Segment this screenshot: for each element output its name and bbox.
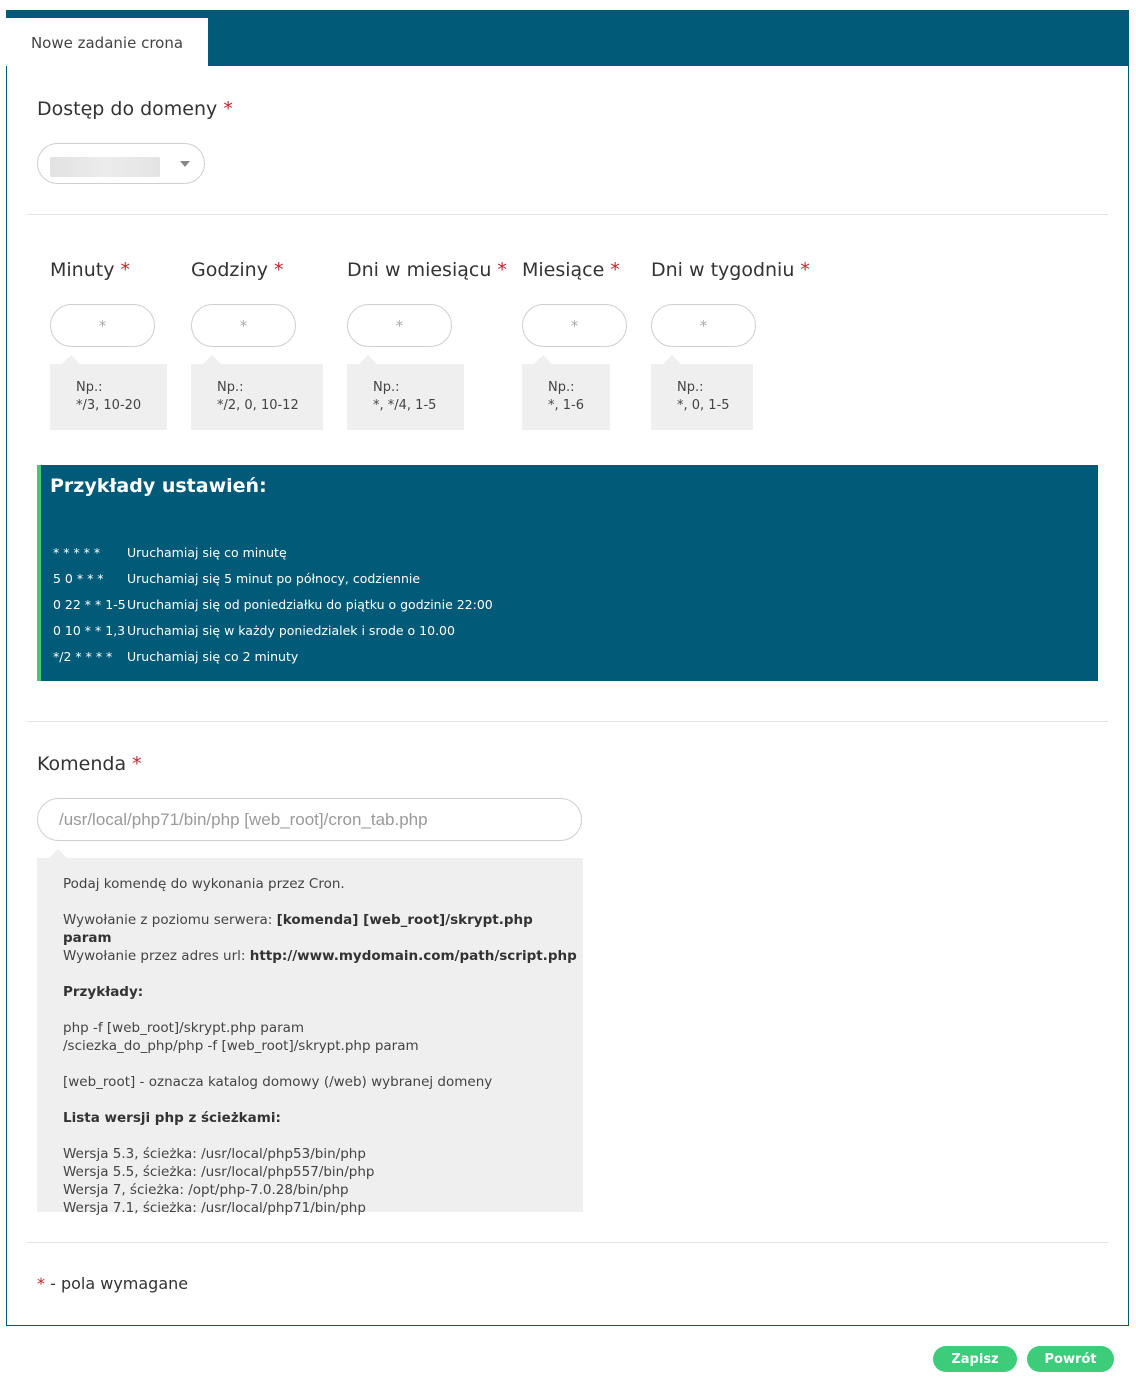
minutes-input[interactable]: * xyxy=(50,304,155,347)
help-examples: php -f [web_root]/skrypt.php param /sciezka_do_php/php -f [web_root]/skrypt.php param xyxy=(63,1020,419,1054)
tab-new-cron-job[interactable] xyxy=(6,18,208,67)
months-input[interactable]: * xyxy=(522,304,627,347)
required-mark: * xyxy=(223,98,233,120)
divider xyxy=(27,721,1108,722)
divider xyxy=(27,214,1108,215)
months-label: Miesiące * xyxy=(522,259,620,281)
example-row: * * * * * Uruchamiaj się co minutę xyxy=(53,545,287,560)
help-call-lines: Wywołanie z poziomu serwera: [komenda] [web_root]/skrypt.php param Wywołanie przez adres url: http://www.mydomain.com/path/script.php xyxy=(63,912,577,964)
domain-label: Dostęp do domeny * xyxy=(37,98,233,120)
hours-input[interactable]: * xyxy=(191,304,296,347)
hours-label: Godziny * xyxy=(191,259,284,281)
domain-select[interactable] xyxy=(37,143,205,184)
minutes-hint: Np.: */3, 10-20 xyxy=(50,364,167,430)
command-label: Komenda * xyxy=(37,753,142,775)
days-of-month-input[interactable]: * xyxy=(347,304,452,347)
help-intro: Podaj komendę do wykonania przez Cron. xyxy=(63,876,345,892)
help-versions-list: Wersja 5.3, ścieżka: /usr/local/php53/bin/php Wersja 5.5, ścieżka: /usr/local/php557/bin/php Wersja 7, ścieżka: /opt/php-7.0.28/bin/php Wersja 7.1, ścieżka: /usr/local/php71/bin/php xyxy=(63,1146,375,1216)
hours-hint: Np.: */2, 0, 10-12 xyxy=(191,364,323,430)
back-button[interactable]: Powrót xyxy=(1027,1346,1114,1372)
required-fields-note: * - pola wymagane xyxy=(37,1274,189,1293)
minutes-label: Minuty * xyxy=(50,259,130,281)
example-row: */2 * * * * Uruchamiaj się co 2 minuty xyxy=(53,649,299,664)
days-of-week-label: Dni w tygodniu * xyxy=(651,259,810,281)
help-web-root-note: [web_root] - oznacza katalog domowy (/web) wybranej domeny xyxy=(63,1074,493,1090)
example-row: 0 10 * * 1,3 Uruchamiaj się w każdy poniedzialek i srode o 10.00 xyxy=(53,623,455,638)
redacted-domain-value xyxy=(50,157,160,177)
chevron-down-icon xyxy=(180,161,190,167)
days-of-month-label: Dni w miesiącu * xyxy=(347,259,507,281)
command-help xyxy=(37,858,583,1216)
days-of-week-input[interactable]: * xyxy=(651,304,756,347)
days-of-month-hint: Np.: *, */4, 1-5 xyxy=(347,364,464,430)
save-button[interactable]: Zapisz xyxy=(933,1346,1017,1372)
command-input[interactable]: /usr/local/php71/bin/php [web_root]/cron_tab.php xyxy=(37,798,582,841)
months-hint: Np.: *, 1-6 xyxy=(522,364,610,430)
help-versions-title: Lista wersji php z ścieżkami: xyxy=(63,1110,281,1126)
example-row: 0 22 * * 1-5Uruchamiaj się od poniedziałku do piątku o godzinie 22:00 xyxy=(53,597,493,612)
divider xyxy=(27,1242,1108,1243)
tab-label: Nowe zadanie crona xyxy=(30,33,184,52)
examples-title: Przykłady ustawień: xyxy=(50,475,267,497)
examples-box xyxy=(37,465,1098,681)
days-of-week-hint: Np.: *, 0, 1-5 xyxy=(651,364,753,430)
help-examples-title: Przykłady: xyxy=(63,984,144,1000)
example-row: 5 0 * * * Uruchamiaj się 5 minut po północy, codziennie xyxy=(53,571,421,586)
